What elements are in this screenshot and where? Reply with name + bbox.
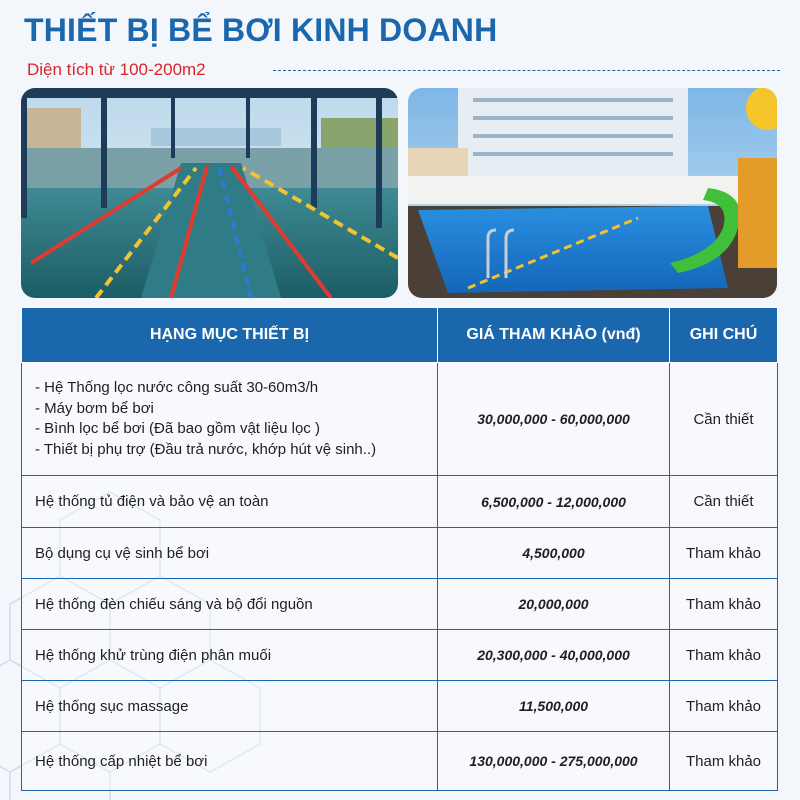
table-row bbox=[22, 363, 778, 476]
price-cell: 6,500,000 - 12,000,000 bbox=[438, 476, 670, 528]
table-header-row bbox=[22, 308, 778, 363]
equipment-cell: Hệ thống tủ điện và bảo vệ an toàn bbox=[22, 476, 438, 528]
page-title: THIẾT BỊ BỂ BƠI KINH DOANH bbox=[24, 12, 498, 48]
note-cell: Cần thiết bbox=[670, 363, 778, 476]
equipment-cell: Hệ thống sục massage bbox=[22, 681, 438, 732]
equipment-cell bbox=[22, 363, 438, 476]
table-row bbox=[22, 528, 778, 579]
column-header-equipment: HẠNG MỤC THIẾT BỊ bbox=[22, 308, 438, 363]
price-cell: 20,000,000 bbox=[438, 579, 670, 630]
page-subtitle: Diện tích từ 100-200m2 bbox=[27, 60, 206, 79]
equipment-price-table bbox=[21, 307, 778, 791]
column-header-price: GIÁ THAM KHẢO (vnđ) bbox=[438, 308, 670, 363]
price-cell: 4,500,000 bbox=[438, 528, 670, 579]
list-item: - Hệ Thống lọc nước công suất 30-60m3/h bbox=[35, 379, 319, 396]
price-cell: 20,300,000 - 40,000,000 bbox=[438, 630, 670, 681]
table-row bbox=[22, 579, 778, 630]
table-row bbox=[22, 732, 778, 791]
table-row bbox=[22, 476, 778, 528]
list-item: - Bình lọc bể bơi (Đã bao gồm vật liệu lọc ) bbox=[35, 420, 320, 437]
outdoor-hotel-pool-photo bbox=[408, 88, 777, 298]
list-item: - Máy bơm bể bơi bbox=[35, 399, 154, 417]
note-cell: Cần thiết bbox=[670, 476, 778, 528]
table-row bbox=[22, 681, 778, 732]
subtitle-divider bbox=[273, 70, 780, 71]
note-cell: Tham khảo bbox=[670, 732, 778, 791]
table-row bbox=[22, 630, 778, 681]
note-cell: Tham khảo bbox=[670, 528, 778, 579]
price-cell: 30,000,000 - 60,000,000 bbox=[438, 363, 670, 476]
filtration-item-list bbox=[35, 378, 437, 460]
equipment-cell: Bộ dụng cụ vệ sinh bể bơi bbox=[22, 528, 438, 579]
column-header-note: GHI CHÚ bbox=[670, 308, 778, 363]
note-cell: Tham khảo bbox=[670, 681, 778, 732]
price-cell: 11,500,000 bbox=[438, 681, 670, 732]
equipment-cell: Hệ thống khử trùng điện phân muối bbox=[22, 630, 438, 681]
price-cell: 130,000,000 - 275,000,000 bbox=[438, 732, 670, 791]
equipment-cell: Hệ thống đèn chiếu sáng và bộ đổi nguồn bbox=[22, 579, 438, 630]
note-cell: Tham khảo bbox=[670, 579, 778, 630]
indoor-lap-pool-photo bbox=[21, 88, 398, 298]
equipment-cell: Hệ thống cấp nhiệt bể bơi bbox=[22, 732, 438, 791]
list-item: - Thiết bị phụ trợ (Đầu trả nước, khớp hút vệ sinh..) bbox=[35, 440, 377, 458]
note-cell: Tham khảo bbox=[670, 630, 778, 681]
